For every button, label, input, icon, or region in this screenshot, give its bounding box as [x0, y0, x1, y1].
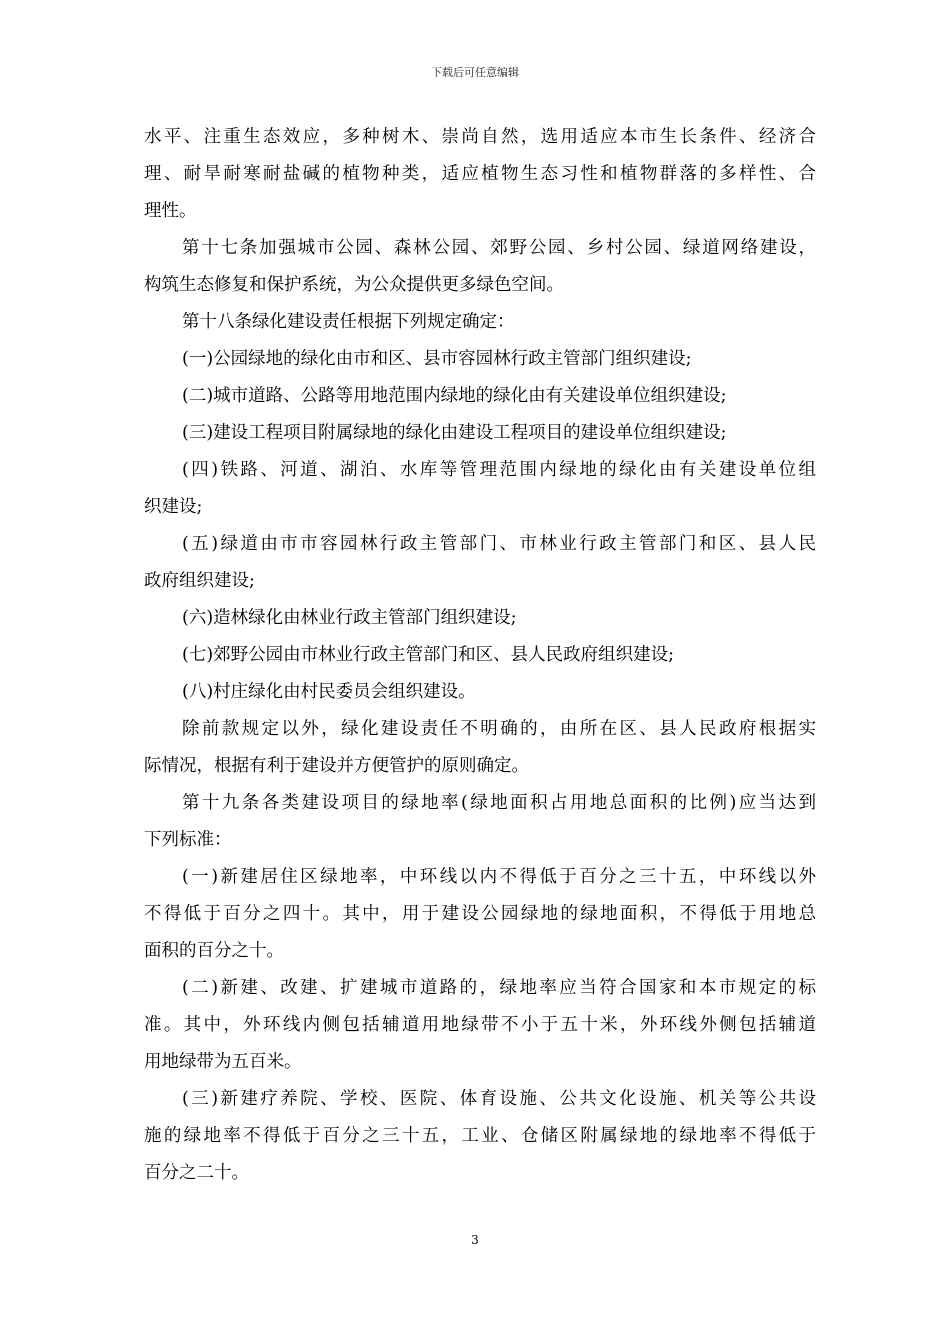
text-line: 理、耐旱耐寒耐盐碱的植物种类，适应植物生态习性和植物群落的多样性、合 [144, 164, 816, 184]
text-line: 织建设; [144, 497, 203, 517]
text-line: 水平、注重生态效应，多种树木、崇尚自然，选用适应本市生长条件、经济合 [144, 127, 816, 147]
text-line: 施的绿地率不得低于百分之三十五，工业、仓储区附属绿地的绿地率不得低于 [144, 1126, 816, 1146]
text-line: (一)公园绿地的绿化由市和区、县市容园林行政主管部门组织建设; [182, 349, 692, 369]
page-number: 3 [471, 1233, 479, 1247]
text-line: 面积的百分之十。 [144, 941, 284, 961]
text-line: 第十七条加强城市公园、森林公园、郊野公园、乡村公园、绿道网络建设， [182, 238, 816, 258]
text-line: (六)造林绿化由林业行政主管部门组织建设; [182, 608, 517, 628]
text-line: (二)城市道路、公路等用地范围内绿地的绿化由有关建设单位组织建设; [182, 386, 727, 406]
text-line: (二)新建、改建、扩建城市道路的，绿地率应当符合国家和本市规定的标 [182, 978, 816, 998]
text-line: (八)村庄绿化由村民委员会组织建设。 [182, 682, 476, 702]
text-line: (一)新建居住区绿地率，中环线以内不得低于百分之三十五，中环线以外 [182, 867, 816, 887]
text-line: 政府组织建设; [144, 571, 255, 591]
text-line: (三)建设工程项目附属绿地的绿化由建设工程项目的建设单位组织建设; [182, 423, 727, 443]
text-line: 百分之二十。 [144, 1163, 249, 1183]
text-line: 第十八条绿化建设责任根据下列规定确定： [182, 312, 515, 332]
document-body [144, 119, 816, 1192]
text-line: 构筑生态修复和保护系统，为公众提供更多绿色空间。 [144, 275, 564, 295]
page-header: 下载后可任意编辑 [431, 66, 519, 79]
text-line: 除前款规定以外，绿化建设责任不明确的，由所在区、县人民政府根据实 [182, 719, 816, 739]
text-line: (三)新建疗养院、学校、医院、体育设施、公共文化设施、机关等公共设 [182, 1089, 816, 1109]
text-line: 用地绿带为五百米。 [144, 1052, 302, 1072]
text-line: (五)绿道由市市容园林行政主管部门、市林业行政主管部门和区、县人民 [182, 534, 816, 554]
text-line: 第十九条各类建设项目的绿地率(绿地面积占用地总面积的比例)应当达到 [182, 793, 816, 813]
text-line: 理性。 [144, 201, 197, 221]
text-line: 不得低于百分之四十。其中，用于建设公园绿地的绿地面积，不得低于用地总 [144, 904, 816, 924]
text-line: (四)铁路、河道、湖泊、水库等管理范围内绿地的绿化由有关建设单位组 [182, 460, 816, 480]
text-line: 准。其中，外环线内侧包括辅道用地绿带不小于五十米，外环线外侧包括辅道 [144, 1015, 816, 1035]
text-line: 际情况，根据有利于建设并方便管护的原则确定。 [144, 756, 529, 776]
text-line: 下列标准： [144, 830, 232, 850]
text-line: (七)郊野公园由市林业行政主管部门和区、县人民政府组织建设; [182, 645, 675, 665]
